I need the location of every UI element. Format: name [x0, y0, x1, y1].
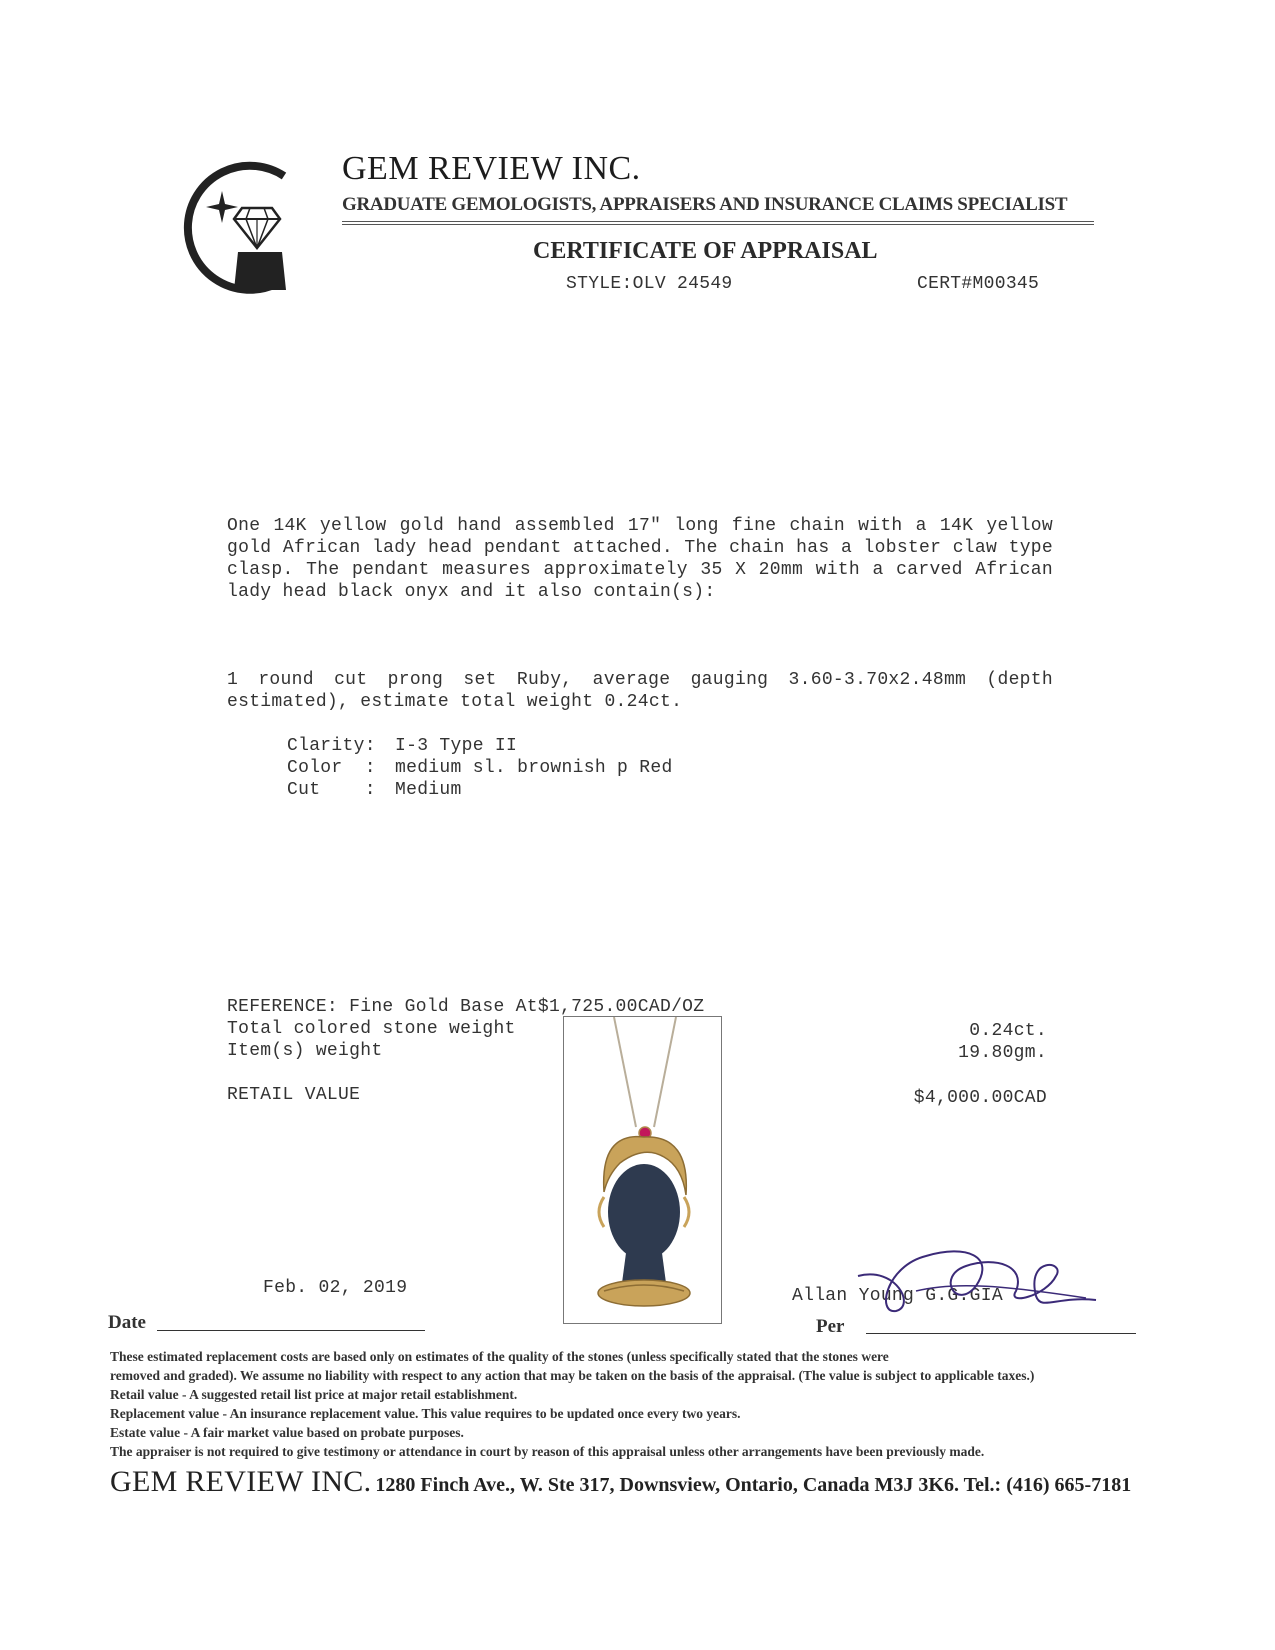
grading-row-clarity	[287, 735, 673, 757]
footer-address: 1280 Finch Ave., W. Ste 317, Downsview, Ontario, Canada M3J 3K6. Tel.: (416) 665-7181	[375, 1474, 1132, 1496]
grading-row-cut	[287, 779, 673, 801]
per-label: Per	[816, 1316, 845, 1337]
disclaimer-line: These estimated replacement costs are based only on estimates of the quality of the stones (unless specifically stated that the stones were	[110, 1349, 889, 1364]
pendant-photo	[563, 1016, 722, 1324]
item-weight-label: Item(s) weight	[227, 1041, 383, 1061]
retail-value-amount: $4,000.00CAD	[913, 1088, 1047, 1108]
disclaimer-line: Estate value - A fair market value based on probate purposes.	[110, 1425, 464, 1440]
grading-label: Clarity:	[287, 736, 376, 756]
style-number: STYLE:OLV 24549	[566, 274, 733, 294]
company-name: GEM REVIEW INC.	[342, 150, 641, 187]
gold-reference: REFERENCE: Fine Gold Base At$1,725.00CAD/OZ	[227, 997, 705, 1017]
disclaimer-line: Replacement value - An insurance replacement value. This value requires to be updated once every two years.	[110, 1406, 741, 1421]
appraisal-date: Feb. 02, 2019	[263, 1278, 408, 1298]
grading-value: medium sl. brownish p Red	[395, 758, 673, 778]
stone-grading	[287, 735, 673, 801]
date-signature-line	[157, 1330, 425, 1331]
gem-review-logo	[172, 156, 300, 296]
date-label: Date	[108, 1312, 146, 1333]
stone-weight-label: Total colored stone weight	[227, 1019, 516, 1039]
certificate-title: CERTIFICATE OF APPRAISAL	[533, 238, 878, 264]
disclaimer	[110, 1347, 1170, 1461]
item-weight-value: 19.80gm.	[958, 1043, 1047, 1063]
grading-value: I-3 Type II	[395, 736, 518, 756]
footer-company-name: GEM REVIEW INC.	[110, 1465, 372, 1498]
grading-row-color	[287, 757, 673, 779]
appraiser-name: Allan Young G.G.GIA	[792, 1286, 1003, 1306]
grading-value: Medium	[395, 780, 462, 800]
item-description: One 14K yellow gold hand assembled 17" long fine chain with a 14K yellow gold African lady head pendant attached. The chain has a lobster claw type clasp. The pendant measures approximately 35 X 20mm with a carved African lady head black onyx and it also contain(s):	[227, 516, 1053, 602]
grading-label: Cut :	[287, 780, 376, 800]
appraiser-signature	[856, 1236, 1101, 1316]
stone-weight-value: 0.24ct.	[969, 1021, 1047, 1041]
disclaimer-line: Retail value - A suggested retail list price at major retail establishment.	[110, 1387, 518, 1402]
disclaimer-line: removed and graded). We assume no liability with respect to any action that may be taken on the basis of the appraisal. (The value is subject to applicable taxes.)	[110, 1368, 1035, 1383]
per-signature-line	[866, 1333, 1136, 1334]
company-tagline: GRADUATE GEMOLOGISTS, APPRAISERS AND INSURANCE CLAIMS SPECIALIST	[342, 194, 1068, 215]
certificate-number: CERT#M00345	[917, 274, 1040, 294]
footer	[110, 1465, 1131, 1499]
grading-label: Color :	[287, 758, 376, 778]
disclaimer-line: The appraiser is not required to give testimony or attendance in court by reason of this appraisal unless other arrangements have been previously made.	[110, 1444, 985, 1459]
header-divider	[342, 221, 1094, 227]
stone-summary: 1 round cut prong set Ruby, average gauging 3.60-3.70x2.48mm (depth estimated), estimate total weight 0.24ct.	[227, 670, 1053, 712]
retail-value-label: RETAIL VALUE	[227, 1085, 361, 1105]
